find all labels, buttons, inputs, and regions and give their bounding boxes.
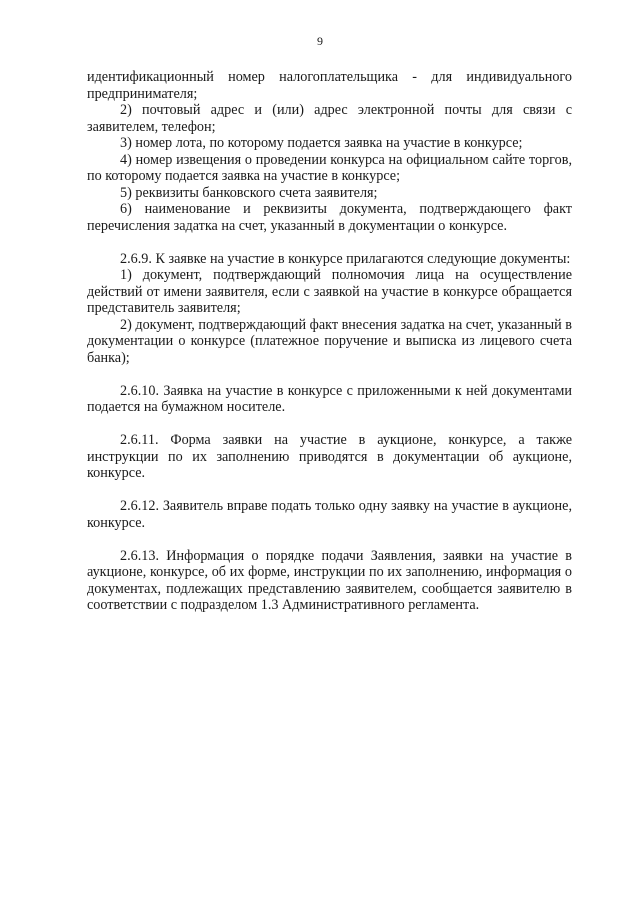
section-2-6-10: 2.6.10. Заявка на участие в конкурсе с приложенными к ней документами подается на бумажном носителе. bbox=[87, 382, 572, 415]
list-item-deposit-document: 6) наименование и реквизиты документа, подтверждающего факт перечисления задатка на счет, указанный в документации о конкурсе. bbox=[87, 201, 572, 234]
section-2-6-13: 2.6.13. Информация о порядке подачи Заявления, заявки на участие в аукционе, конкурсе, об их форме, инструкции по их заполнению, информация о документах, подлежащих представлению заявителем, сообщается заявителю в соответствии с подразделом 1.3 Административного регламента. bbox=[87, 547, 572, 613]
document-body bbox=[87, 69, 572, 614]
paragraph-tin-continuation: идентификационный номер налогоплательщика - для индивидуального предпринимателя; bbox=[87, 69, 572, 102]
page-number: 9 bbox=[317, 34, 323, 48]
list-item-authority-document: 1) документ, подтверждающий полномочия лица на осуществление действий от имени заявителя, если с заявкой на участие в конкурсе обращается представитель заявителя; bbox=[87, 267, 572, 316]
list-item-notice-number: 4) номер извещения о проведении конкурса на официальном сайте торгов, по которому подается заявка на участие в конкурсе; bbox=[87, 151, 572, 184]
list-item-postal-address: 2) почтовый адрес и (или) адрес электронной почты для связи с заявителем, телефон; bbox=[87, 102, 572, 135]
list-item-lot-number: 3) номер лота, по которому подается заявка на участие в конкурсе; bbox=[120, 135, 523, 151]
section-2-6-11: 2.6.11. Форма заявки на участие в аукционе, конкурсе, а также инструкции по их заполнению приводятся в документации об аукционе, конкурсе. bbox=[87, 432, 572, 481]
list-item-bank-details: 5) реквизиты банковского счета заявителя; bbox=[120, 184, 378, 201]
section-2-6-9: 2.6.9. К заявке на участие в конкурсе прилагаются следующие документы: bbox=[120, 250, 571, 267]
list-item-deposit-proof: 2) документ, подтверждающий факт внесения задатка на счет, указанный в документации о конкурсе (платежное поручение и выписка из лицевого счета банка); bbox=[87, 316, 572, 366]
section-2-6-12: 2.6.12. Заявитель вправе подать только одну заявку на участие в аукционе, конкурсе. bbox=[87, 498, 572, 531]
